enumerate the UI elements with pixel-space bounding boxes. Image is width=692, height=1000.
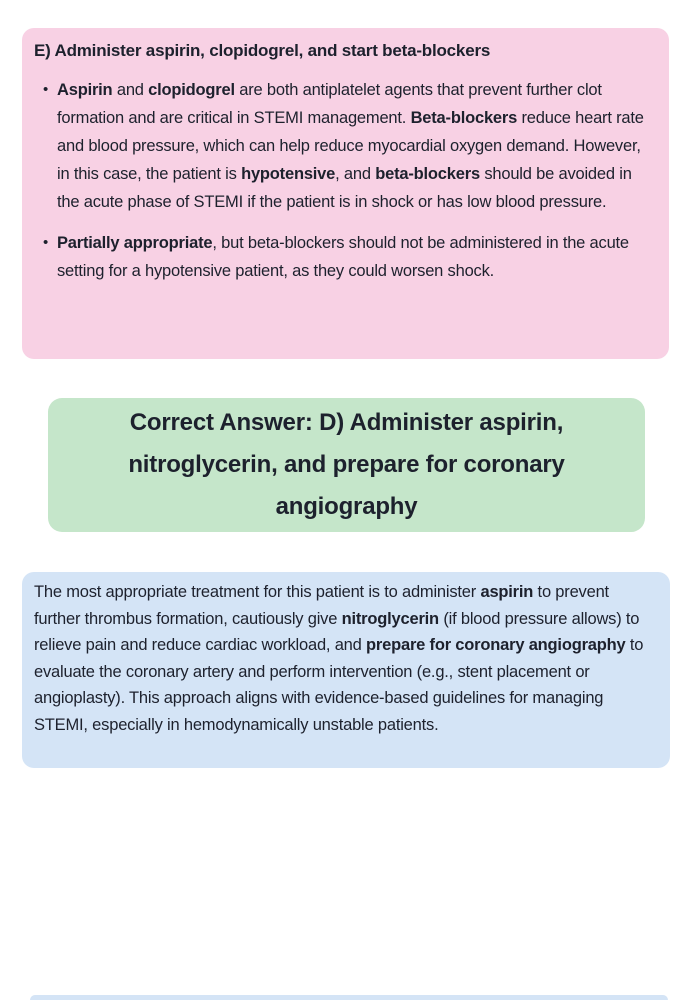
option-e-bullet-list bbox=[34, 76, 655, 285]
correct-answer-card bbox=[48, 398, 645, 532]
option-e-card bbox=[22, 28, 669, 359]
bullet-item bbox=[34, 76, 655, 216]
bullet-marker-icon: • bbox=[42, 81, 49, 98]
explanation-card bbox=[22, 572, 670, 768]
next-card-peek bbox=[30, 995, 668, 1000]
bullet-item bbox=[34, 229, 655, 285]
explanation-text: The most appropriate treatment for this patient is to administer aspirin to prevent further thrombus formation, cautiously give nitroglycerin (if blood pressure allows) to relieve pain and reduce cardiac workload, and prepare for coronary angiography to evaluate the coronary artery and perform intervention (e.g., stent placement or angioplasty). This approach aligns with evidence-based guidelines for managing STEMI, especially in hemodynamically unstable patients. bbox=[34, 583, 644, 734]
correct-answer-text: Correct Answer: D) Administer aspirin, nitroglycerin, and prepare for coronary angiography bbox=[128, 409, 565, 520]
bullet-text: Aspirin and clopidogrel are both antiplatelet agents that prevent further clot formation and are critical in STEMI management. Beta-blockers reduce heart rate and blood pressure, which can help reduce myocardial oxygen demand. However, in this case, the patient is hypotensive, and beta-blockers should be avoided in the acute phase of STEMI if the patient is in shock or has low blood pressure. bbox=[57, 81, 644, 211]
option-e-heading: E) Administer aspirin, clopidogrel, and start beta-blockers bbox=[34, 41, 491, 60]
bullet-marker-icon: • bbox=[42, 234, 49, 251]
bullet-text: Partially appropriate, but beta-blockers should not be administered in the acute setting for a hypotensive patient, as they could worsen shock. bbox=[57, 234, 629, 280]
